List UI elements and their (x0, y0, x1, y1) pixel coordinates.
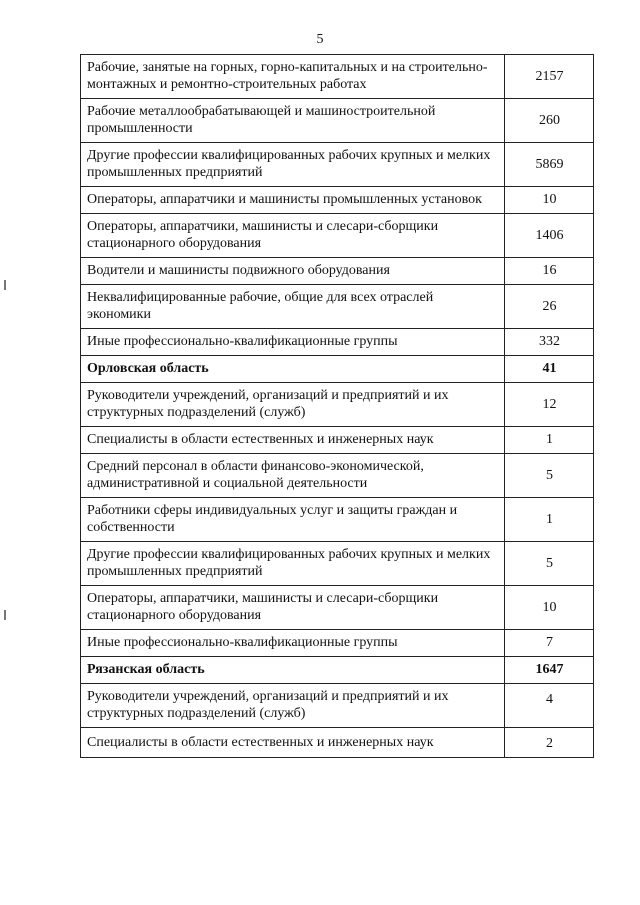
count-value: 12 (505, 383, 594, 427)
region-total-value: 1647 (505, 657, 594, 684)
occupation-group-label: Водители и машинисты подвижного оборудования (81, 258, 505, 285)
table-row (81, 55, 594, 99)
region-total-row (81, 657, 594, 684)
table-row (81, 542, 594, 586)
occupation-group-label: Рабочие, занятые на горных, горно-капитальных и на строительно-монтажных и ремонтно-строительных работах (81, 55, 505, 99)
count-value: 10 (505, 586, 594, 630)
table-row (81, 586, 594, 630)
count-value: 16 (505, 258, 594, 285)
table-row (81, 99, 594, 143)
count-value: 2157 (505, 55, 594, 99)
count-value: 26 (505, 285, 594, 329)
table-row (81, 630, 594, 657)
occupation-group-label: Другие профессии квалифицированных рабочих крупных и мелких промышленных предприятий (81, 143, 505, 187)
count-value: 7 (505, 630, 594, 657)
occupation-group-label: Операторы, аппаратчики, машинисты и слесари-сборщики стационарного оборудования (81, 586, 505, 630)
occupation-group-label: Работники сферы индивидуальных услуг и защиты граждан и собственности (81, 498, 505, 542)
count-value: 5869 (505, 143, 594, 187)
page-number: 5 (316, 32, 324, 47)
count-value: 260 (505, 99, 594, 143)
occupation-group-label: Иные профессионально-квалификационные группы (81, 329, 505, 356)
count-value: 10 (505, 187, 594, 214)
table-body (81, 55, 594, 758)
occupation-group-label: Операторы, аппаратчики и машинисты промышленных установок (81, 187, 505, 214)
occupation-group-label: Руководители учреждений, организаций и предприятий и их структурных подразделений (служб) (81, 684, 505, 728)
table-row (81, 383, 594, 427)
occupation-table (80, 54, 594, 758)
table-row (81, 427, 594, 454)
scan-edge-mark (4, 610, 6, 620)
region-total-row (81, 356, 594, 383)
table-row (81, 214, 594, 258)
table-row (81, 143, 594, 187)
count-value: 4 (505, 684, 594, 728)
occupation-group-label: Рабочие металлообрабатывающей и машиностроительной промышленности (81, 99, 505, 143)
count-value: 1 (505, 427, 594, 454)
region-name: Рязанская область (81, 657, 505, 684)
occupation-group-label: Специалисты в области естественных и инженерных наук (81, 427, 505, 454)
count-value: 2 (505, 728, 594, 758)
occupation-group-label: Иные профессионально-квалификационные группы (81, 630, 505, 657)
region-total-value: 41 (505, 356, 594, 383)
count-value: 332 (505, 329, 594, 356)
count-value: 5 (505, 454, 594, 498)
count-value: 5 (505, 542, 594, 586)
count-value: 1 (505, 498, 594, 542)
occupation-group-label: Средний персонал в области финансово-экономической, административной и социальной деятельности (81, 454, 505, 498)
table-row (81, 258, 594, 285)
table-row (81, 498, 594, 542)
table-row (81, 728, 594, 758)
table-row (81, 684, 594, 728)
table-row (81, 329, 594, 356)
region-name: Орловская область (81, 356, 505, 383)
table-row (81, 285, 594, 329)
table-row (81, 454, 594, 498)
occupation-group-label: Руководители учреждений, организаций и предприятий и их структурных подразделений (служб) (81, 383, 505, 427)
table-row (81, 187, 594, 214)
occupation-group-label: Специалисты в области естественных и инженерных наук (81, 728, 505, 758)
occupation-group-label: Неквалифицированные рабочие, общие для всех отраслей экономики (81, 285, 505, 329)
count-value: 1406 (505, 214, 594, 258)
occupation-group-label: Другие профессии квалифицированных рабочих крупных и мелких промышленных предприятий (81, 542, 505, 586)
occupation-group-label: Операторы, аппаратчики, машинисты и слесари-сборщики стационарного оборудования (81, 214, 505, 258)
scan-edge-mark (4, 280, 6, 290)
